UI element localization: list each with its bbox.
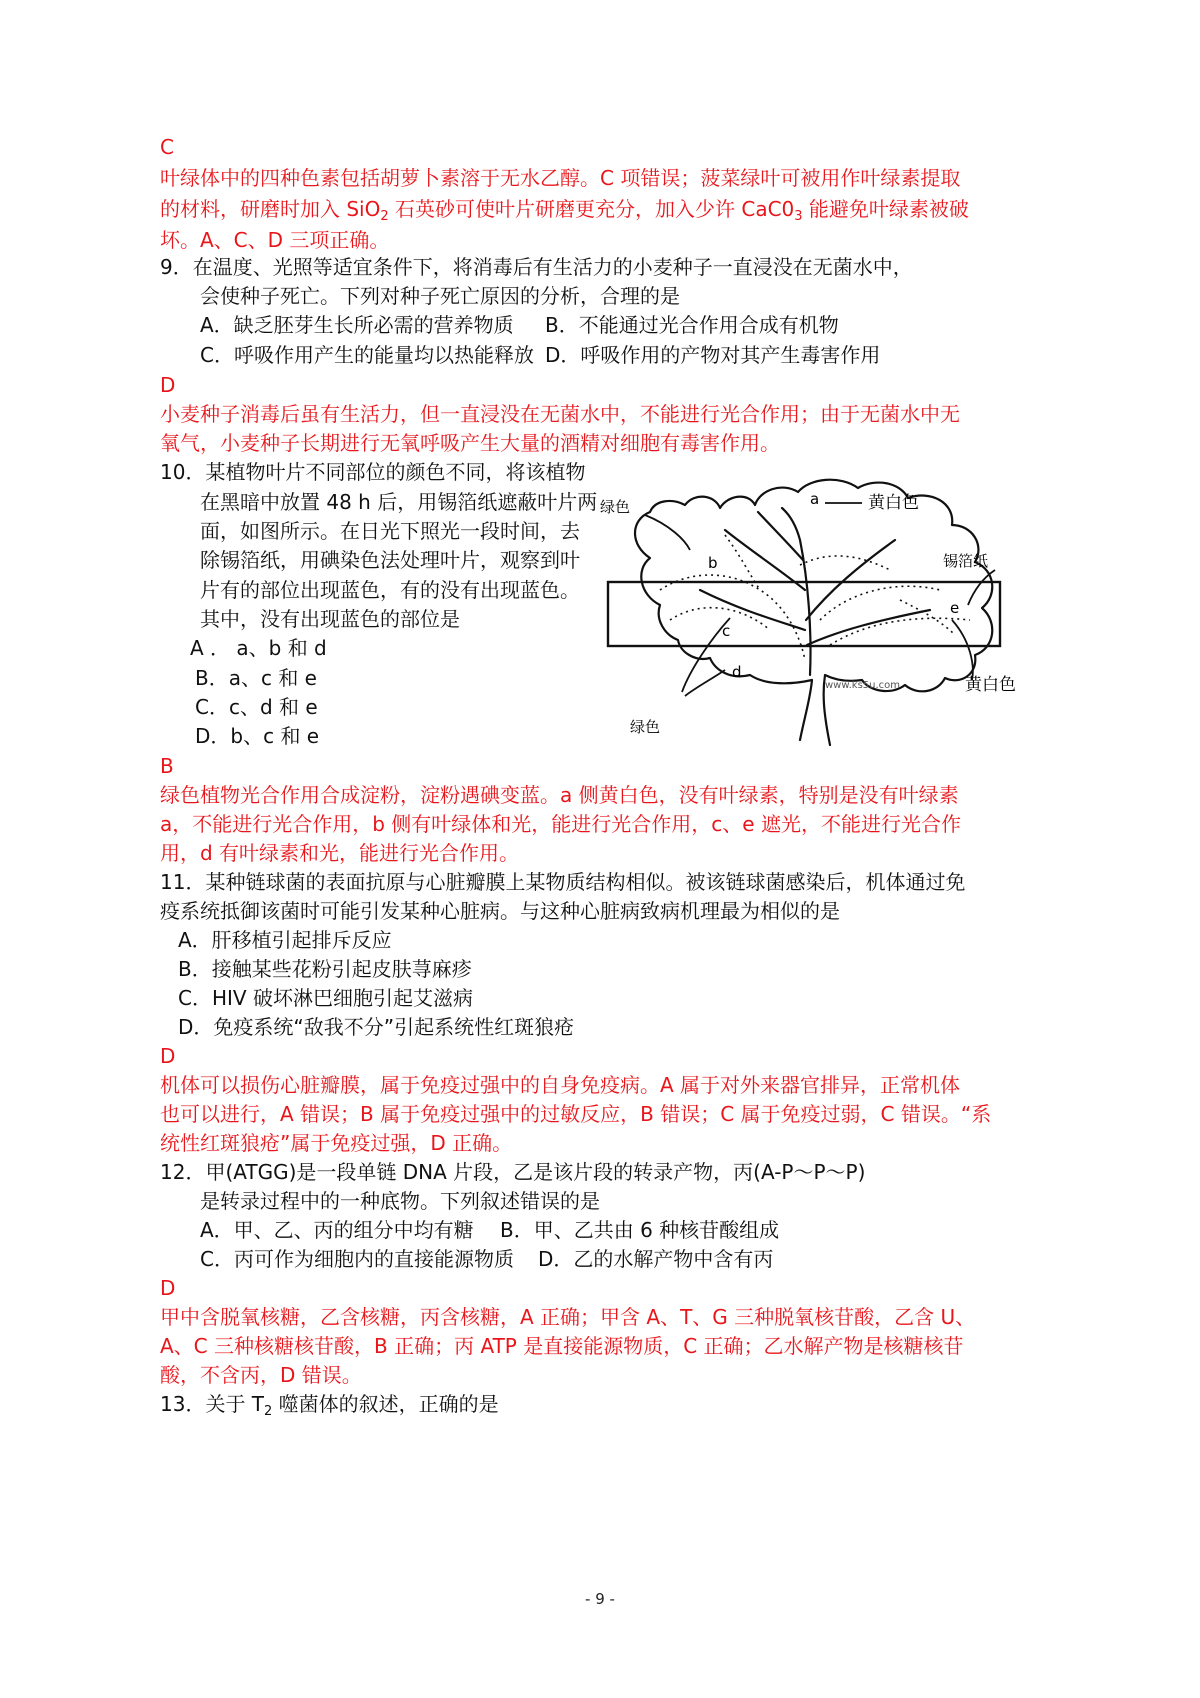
label-a: a bbox=[810, 490, 820, 508]
q12-option-d: D．乙的水解产物中含有丙 bbox=[538, 1247, 774, 1271]
label-yellow-top: 黄白色 bbox=[868, 493, 919, 513]
q10-option-b: B．a、c 和 e bbox=[195, 666, 317, 690]
q12-explanation-line: 酸，不含丙，D 错误。 bbox=[160, 1363, 362, 1387]
label-d: d bbox=[732, 663, 742, 681]
q10-option-d: D．b、c 和 e bbox=[195, 724, 320, 748]
q10-stem: 其中，没有出现蓝色的部位是 bbox=[200, 607, 460, 631]
page-number: - 9 - bbox=[585, 1590, 615, 1608]
q10-explanation-line: 绿色植物光合作用合成淀粉，淀粉遇碘变蓝。a 侧黄白色，没有叶绿素，特别是没有叶绿素 bbox=[160, 783, 959, 807]
q11-explanation-line: 也可以进行，A 错误；B 属于免疫过强中的过敏反应，B 错误；C 属于免疫过弱，C 错误。“系 bbox=[160, 1102, 992, 1126]
q9-answer: D bbox=[160, 373, 176, 397]
q11-explanation-line: 统性红斑狼疮”属于免疫过强，D 正确。 bbox=[160, 1131, 513, 1155]
label-yellow-right: 黄白色 bbox=[965, 675, 1016, 695]
q11-option-a: A．肝移植引起排斥反应 bbox=[178, 928, 392, 952]
q8-explanation-line: 坏。A、C、D 三项正确。 bbox=[160, 228, 390, 252]
q12-answer: D bbox=[160, 1276, 176, 1300]
q12-stem: 12．甲(ATGG)是一段单链 DNA 片段，乙是该片段的转录产物，丙(A-P～P～P) bbox=[160, 1160, 866, 1184]
q11-option-d: D．免疫系统“敌我不分”引起系统性红斑狼疮 bbox=[178, 1015, 575, 1039]
q10-stem: 在黑暗中放置 48 h 后，用锡箔纸遮蔽叶片两 bbox=[200, 490, 598, 514]
q11-option-b: B．接触某些花粉引起皮肤荨麻疹 bbox=[178, 957, 472, 981]
q9-option-b: B．不能通过光合作用合成有机物 bbox=[545, 313, 839, 337]
watermark: www.ks5u.com bbox=[825, 680, 901, 691]
q10-option-c: C．c、d 和 e bbox=[195, 695, 318, 719]
q10-explanation-line: a，不能进行光合作用，b 侧有叶绿体和光，能进行光合作用，c、e 遮光，不能进行光合作 bbox=[160, 812, 961, 836]
tin-foil-strip bbox=[608, 582, 1000, 646]
leaf-diagram-svg bbox=[600, 470, 1040, 760]
q8-explanation-line: 的材料，研磨时加入 SiO$_2$ 石英砂可使叶片研磨更充分，加入少许 $CaC0_3$ 能避免叶绿素被破 bbox=[160, 197, 969, 224]
q12-stem: 是转录过程中的一种底物。下列叙述错误的是 bbox=[200, 1189, 600, 1213]
q8-answer: C bbox=[160, 135, 174, 159]
q9-option-c: C．呼吸作用产生的能量均以热能释放 bbox=[200, 343, 534, 367]
label-b: b bbox=[708, 554, 718, 572]
q9-option-a: A．缺乏胚芽生长所必需的营养物质 bbox=[200, 313, 514, 337]
leaf-midrib bbox=[782, 508, 811, 675]
q13-stem: 13．关于 $T_2$ 噬菌体的叙述，正确的是 bbox=[160, 1392, 499, 1419]
q12-option-b: B．甲、乙共由 6 种核苷酸组成 bbox=[500, 1218, 780, 1242]
label-green-top: 绿色 bbox=[600, 498, 631, 516]
label-green-bottom: 绿色 bbox=[630, 718, 661, 736]
label-e: e bbox=[950, 599, 960, 617]
q12-explanation-line: 甲中含脱氧核糖，乙含核糖，丙含核糖，A 正确；甲含 A、T、G 三种脱氧核苷酸，乙含 U、 bbox=[160, 1305, 976, 1329]
q10-explanation-line: 用，d 有叶绿素和光，能进行光合作用。 bbox=[160, 841, 520, 865]
q10-stem: 除锡箔纸，用碘染色法处理叶片，观察到叶 bbox=[200, 548, 580, 572]
q11-stem: 11．某种链球菌的表面抗原与心脏瓣膜上某物质结构相似。被该链球菌感染后，机体通过免 bbox=[160, 870, 966, 894]
label-foil: 锡箔纸 bbox=[943, 552, 989, 570]
q9-explanation-line: 小麦种子消毒后虽有生活力，但一直浸没在无菌水中，不能进行光合作用；由于无菌水中无 bbox=[160, 402, 960, 426]
q9-stem: 会使种子死亡。下列对种子死亡原因的分析，合理的是 bbox=[200, 284, 680, 308]
q11-option-c: C．HIV 破坏淋巴细胞引起艾滋病 bbox=[178, 986, 473, 1010]
q10-stem: 片有的部位出现蓝色，有的没有出现蓝色。 bbox=[200, 578, 580, 602]
q10-stem: 10．某植物叶片不同部位的颜色不同，将该植物 bbox=[160, 460, 586, 484]
q12-option-a: A．甲、乙、丙的组分中均有糖 bbox=[200, 1218, 474, 1242]
q11-stem: 疫系统抵御该菌时可能引发某种心脏病。与这种心脏病致病机理最为相似的是 bbox=[160, 899, 840, 923]
label-c: c bbox=[722, 622, 731, 640]
leaf-diagram bbox=[600, 470, 1040, 760]
q10-stem: 面，如图所示。在日光下照光一段时间，去 bbox=[200, 519, 580, 543]
q12-explanation-line: A、C 三种核糖核苷酸，B 正确；丙 ATP 是直接能源物质，C 正确；乙水解产物是核糖核苷 bbox=[160, 1334, 964, 1358]
q8-explanation-line: 叶绿体中的四种色素包括胡萝卜素溶于无水乙醇。C 项错误；菠菜绿叶可被用作叶绿素提取 bbox=[160, 166, 961, 190]
q11-answer: D bbox=[160, 1044, 176, 1068]
q10-option-a: A ． a、b 和 d bbox=[190, 636, 327, 660]
q10-answer: B bbox=[160, 754, 174, 778]
q9-stem: 9．在温度、光照等适宜条件下，将消毒后有生活力的小麦种子一直浸没在无菌水中， bbox=[160, 255, 913, 279]
q9-option-d: D．呼吸作用的产物对其产生毒害作用 bbox=[545, 343, 881, 367]
q9-explanation-line: 氧气，小麦种子长期进行无氧呼吸产生大量的酒精对细胞有毒害作用。 bbox=[160, 431, 780, 455]
q11-explanation-line: 机体可以损伤心脏瓣膜，属于免疫过强中的自身免疫病。A 属于对外来器官排异，正常机体 bbox=[160, 1073, 961, 1097]
q12-option-c: C．丙可作为细胞内的直接能源物质 bbox=[200, 1247, 514, 1271]
